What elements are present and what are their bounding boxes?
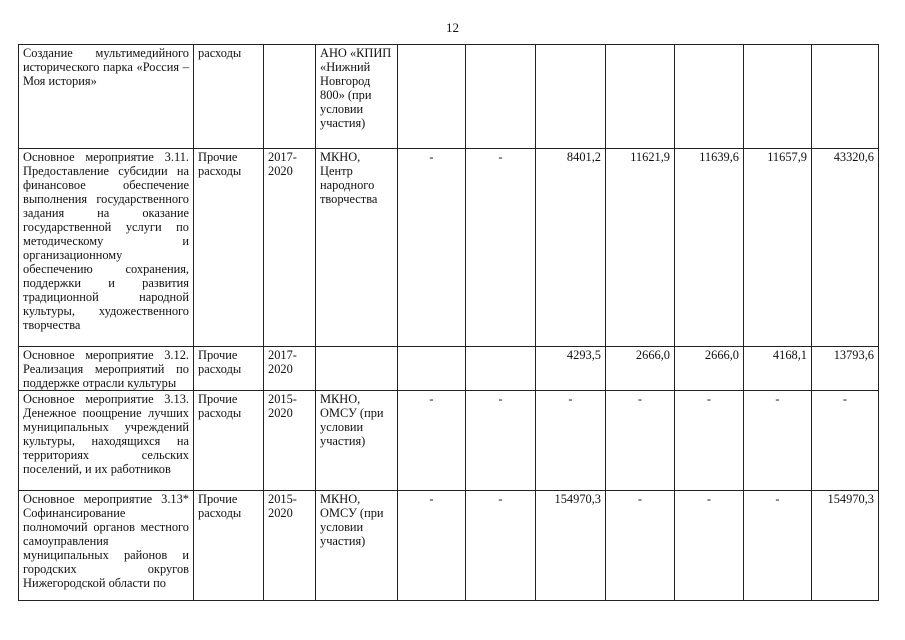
- year-col-4-cell: -: [606, 391, 675, 491]
- page-number: 12: [446, 20, 459, 35]
- year-col-6-cell: 4168,1: [744, 347, 812, 391]
- event-name-cell: Основное мероприятие 3.13* Софинансирование полномочий органов местного самоуправления муниципальных районов и городских округов Нижегородской области по: [19, 491, 194, 601]
- year-col-1-cell: [398, 45, 466, 149]
- year-col-4-cell: [606, 45, 675, 149]
- executor-cell: МКНО, ОМСУ (при условии участия): [316, 391, 398, 491]
- year-col-5-cell: 11639,6: [675, 149, 744, 347]
- total-col-cell: [812, 45, 879, 149]
- table-row: [19, 45, 879, 149]
- event-name-cell: Основное мероприятие 3.12. Реализация мероприятий по поддержке отрасли культуры: [19, 347, 194, 391]
- year-col-4-cell: 2666,0: [606, 347, 675, 391]
- total-col-cell: 43320,6: [812, 149, 879, 347]
- year-col-4-cell: 11621,9: [606, 149, 675, 347]
- expense-type-cell: Прочие расходы: [194, 149, 264, 347]
- year-col-1-cell: -: [398, 149, 466, 347]
- executor-cell: [316, 347, 398, 391]
- year-col-3-cell: -: [536, 391, 606, 491]
- expense-type-cell: Прочие расходы: [194, 347, 264, 391]
- year-col-3-cell: 154970,3: [536, 491, 606, 601]
- year-col-3-cell: 4293,5: [536, 347, 606, 391]
- table-row: [19, 149, 879, 347]
- event-name-cell: Создание мультимедийного исторического парка «Россия – Моя история»: [19, 45, 194, 149]
- year-col-5-cell: -: [675, 391, 744, 491]
- period-cell: [264, 45, 316, 149]
- year-col-5-cell: 2666,0: [675, 347, 744, 391]
- executor-cell: МКНО, ОМСУ (при условии участия): [316, 491, 398, 601]
- expense-type-cell: расходы: [194, 45, 264, 149]
- year-col-2-cell: -: [466, 391, 536, 491]
- event-name-cell: Основное мероприятие 3.11. Предоставление субсидии на финансовое обеспечение выполнения государственного задания на оказание государственной услуги по методическому и организационному обеспечению сохранения, поддержки и развития традиционной народной культуры, художественного творчества: [19, 149, 194, 347]
- year-col-1-cell: [398, 347, 466, 391]
- year-col-6-cell: -: [744, 491, 812, 601]
- period-cell: 2015-2020: [264, 391, 316, 491]
- year-col-3-cell: 8401,2: [536, 149, 606, 347]
- event-name-cell: Основное мероприятие 3.13. Денежное поощрение лучших муниципальных учреждений культуры, находящихся на территориях сельских поселений, и их работников: [19, 391, 194, 491]
- year-col-2-cell: [466, 45, 536, 149]
- period-cell: 2015-2020: [264, 491, 316, 601]
- executor-cell: АНО «КПИП «Нижний Новгород 800» (при условии участия): [316, 45, 398, 149]
- expense-type-cell: Прочие расходы: [194, 491, 264, 601]
- year-col-2-cell: -: [466, 149, 536, 347]
- year-col-1-cell: -: [398, 391, 466, 491]
- total-col-cell: 13793,6: [812, 347, 879, 391]
- year-col-4-cell: -: [606, 491, 675, 601]
- program-table: [18, 44, 879, 601]
- year-col-6-cell: -: [744, 391, 812, 491]
- table-row: [19, 491, 879, 601]
- year-col-1-cell: -: [398, 491, 466, 601]
- table-row: [19, 391, 879, 491]
- year-col-6-cell: [744, 45, 812, 149]
- year-col-2-cell: [466, 347, 536, 391]
- executor-cell: МКНО, Центр народного творчества: [316, 149, 398, 347]
- total-col-cell: 154970,3: [812, 491, 879, 601]
- year-col-5-cell: -: [675, 491, 744, 601]
- period-cell: 2017-2020: [264, 347, 316, 391]
- year-col-5-cell: [675, 45, 744, 149]
- table-row: [19, 347, 879, 391]
- year-col-6-cell: 11657,9: [744, 149, 812, 347]
- year-col-3-cell: [536, 45, 606, 149]
- total-col-cell: -: [812, 391, 879, 491]
- expense-type-cell: Прочие расходы: [194, 391, 264, 491]
- period-cell: 2017-2020: [264, 149, 316, 347]
- year-col-2-cell: -: [466, 491, 536, 601]
